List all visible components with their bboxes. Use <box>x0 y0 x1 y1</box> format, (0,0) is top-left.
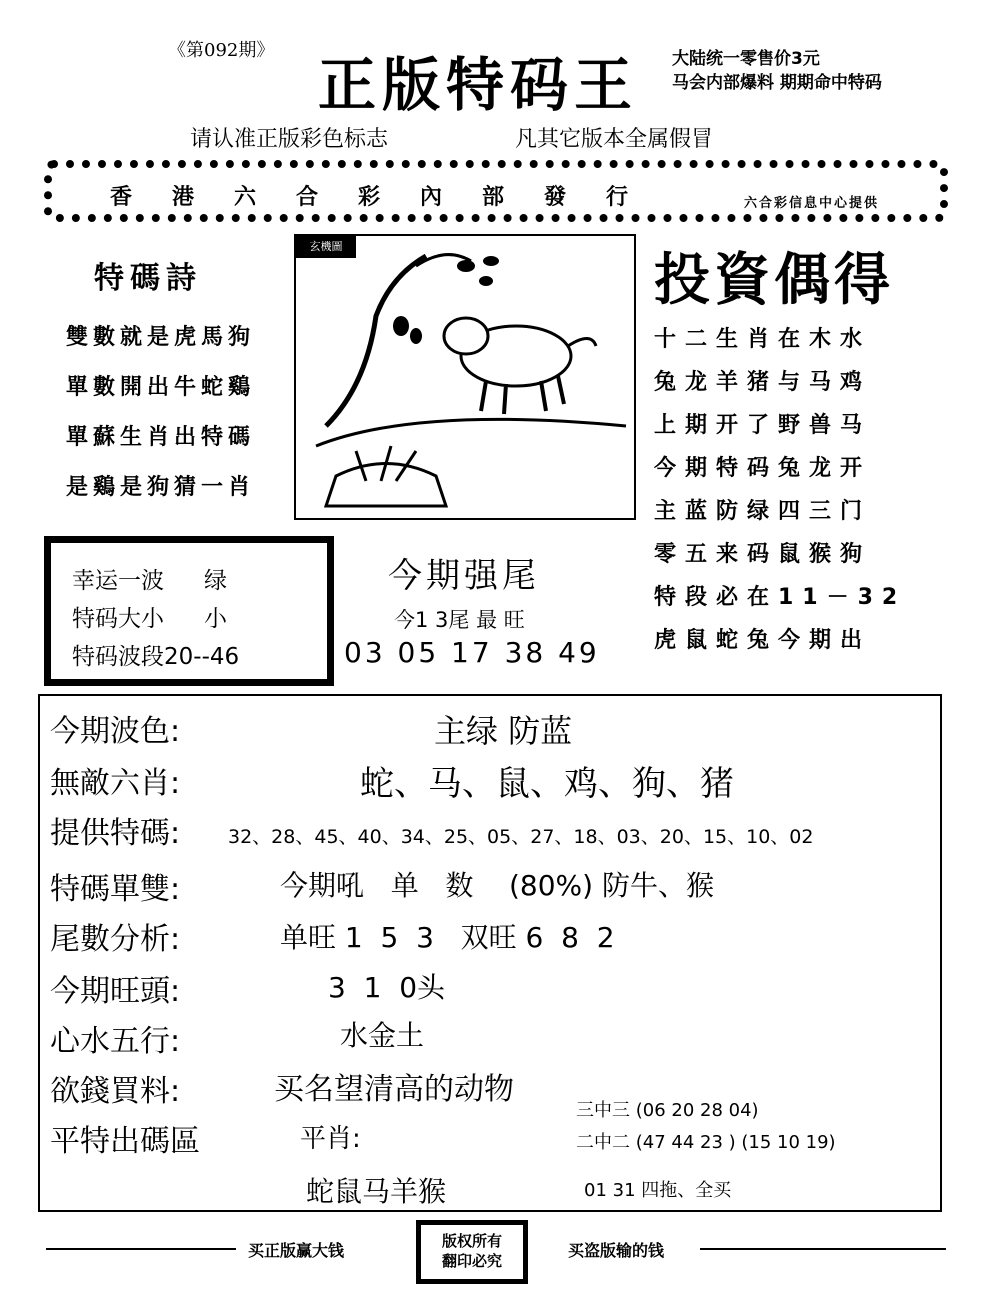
investment-title: 投資偶得 <box>654 248 894 313</box>
inside-note: 马会内部爆料 期期命中特码 <box>672 73 882 93</box>
combo-drag: 01 31 四拖、全买 <box>584 1180 732 1201</box>
fake-note: 凡其它版本全属假冒 <box>515 127 714 152</box>
luck-row <box>72 638 239 671</box>
strong-tail-subtitle: 今1 3尾 最 旺 <box>394 608 525 632</box>
tail-value: 单旺 1 5 3 双旺 6 8 2 <box>280 921 615 954</box>
buy-label: 欲錢買料: <box>50 1074 181 1109</box>
stamp-line: 版权所有 <box>441 1232 502 1250</box>
luck-value: 绿 <box>204 568 227 594</box>
poem-line: 是鷄是狗猜一肖 <box>66 475 256 500</box>
investment-line: 特段必在11－32 <box>654 585 907 610</box>
investment-line: 今期特码兔龙开 <box>654 456 872 481</box>
buy-value: 买名望清高的动物 <box>274 1072 514 1107</box>
head-value: 3 1 0头 <box>328 971 446 1004</box>
banner-text: 香港六合彩內部發行 <box>110 185 669 210</box>
investment-line: 零五来码鼠猴狗 <box>654 542 872 567</box>
head-label: 今期旺頭: <box>50 974 181 1009</box>
issue-number: 《第092期》 <box>168 40 275 61</box>
illustration-seal: 玄機圖 <box>296 236 356 258</box>
investment-line: 兔龙羊猪与马鸡 <box>654 370 872 395</box>
flat-animals: 蛇鼠马羊猴 <box>306 1175 447 1208</box>
luck-row <box>72 600 227 633</box>
illustration-drawing <box>296 236 634 518</box>
banner-source: 六合彩信息中心提供 <box>744 196 880 211</box>
poem-line: 雙數就是虎馬狗 <box>66 325 256 350</box>
poem-line: 單數開出牛蛇鷄 <box>66 375 256 400</box>
footer-rule-right <box>700 1248 946 1250</box>
color-label: 今期波色: <box>50 714 181 749</box>
flat-label: 平特出碼區 <box>50 1124 200 1159</box>
pig-and-plant-illustration <box>294 234 636 520</box>
copyright-stamp <box>416 1220 528 1284</box>
luck-label: 幸运一波 <box>72 568 164 594</box>
six-label: 無敵六肖: <box>50 766 181 801</box>
strong-tail-numbers: 03 05 17 38 49 <box>344 636 600 669</box>
strong-tail-title: 今期强尾 <box>388 556 540 596</box>
color-value: 主绿 防蓝 <box>434 712 573 750</box>
price-note: 大陆统一零售价3元 <box>672 49 820 69</box>
special-label: 提供特碼: <box>50 816 181 851</box>
authentic-note: 请认准正版彩色标志 <box>190 127 389 152</box>
oddeven-value: 今期吼 单 数 (80%) 防牛、猴 <box>280 869 714 902</box>
page-title: 正版特码王 <box>318 51 639 119</box>
poem-title: 特碼詩 <box>94 261 202 296</box>
element-label: 心水五行: <box>50 1024 181 1059</box>
investment-line: 主蓝防绿四三门 <box>654 499 872 524</box>
footer-left-text: 买正版赢大钱 <box>248 1241 345 1260</box>
tail-label: 尾數分析: <box>50 922 181 957</box>
special-value: 32、28、45、40、34、25、05、27、18、03、20、15、10、02 <box>228 826 814 848</box>
flat-value: 平肖: <box>300 1124 361 1154</box>
stamp-line: 翻印必究 <box>441 1252 502 1270</box>
footer-right-text: 买盗版输的钱 <box>568 1241 665 1260</box>
luck-value: 20--46 <box>164 644 240 670</box>
combo-three: 三中三 (06 20 28 04) <box>576 1100 759 1121</box>
luck-label: 特码大小 <box>72 606 164 632</box>
oddeven-label: 特碼單雙: <box>50 872 181 907</box>
investment-line: 虎鼠蛇兔今期出 <box>654 628 872 653</box>
luck-row <box>72 562 227 595</box>
luck-label: 特码波段 <box>72 644 164 670</box>
luck-value: 小 <box>204 606 227 632</box>
six-value: 蛇、马、鼠、鸡、狗、猪 <box>360 764 734 804</box>
investment-line: 上期开了野兽马 <box>654 413 872 438</box>
footer-rule-left <box>46 1248 236 1250</box>
combo-two: 二中二 (47 44 23 ) (15 10 19) <box>576 1132 836 1153</box>
investment-line: 十二生肖在木水 <box>654 327 872 352</box>
poem-line: 單蘇生肖出特碼 <box>66 425 256 450</box>
element-value: 水金土 <box>340 1019 425 1052</box>
